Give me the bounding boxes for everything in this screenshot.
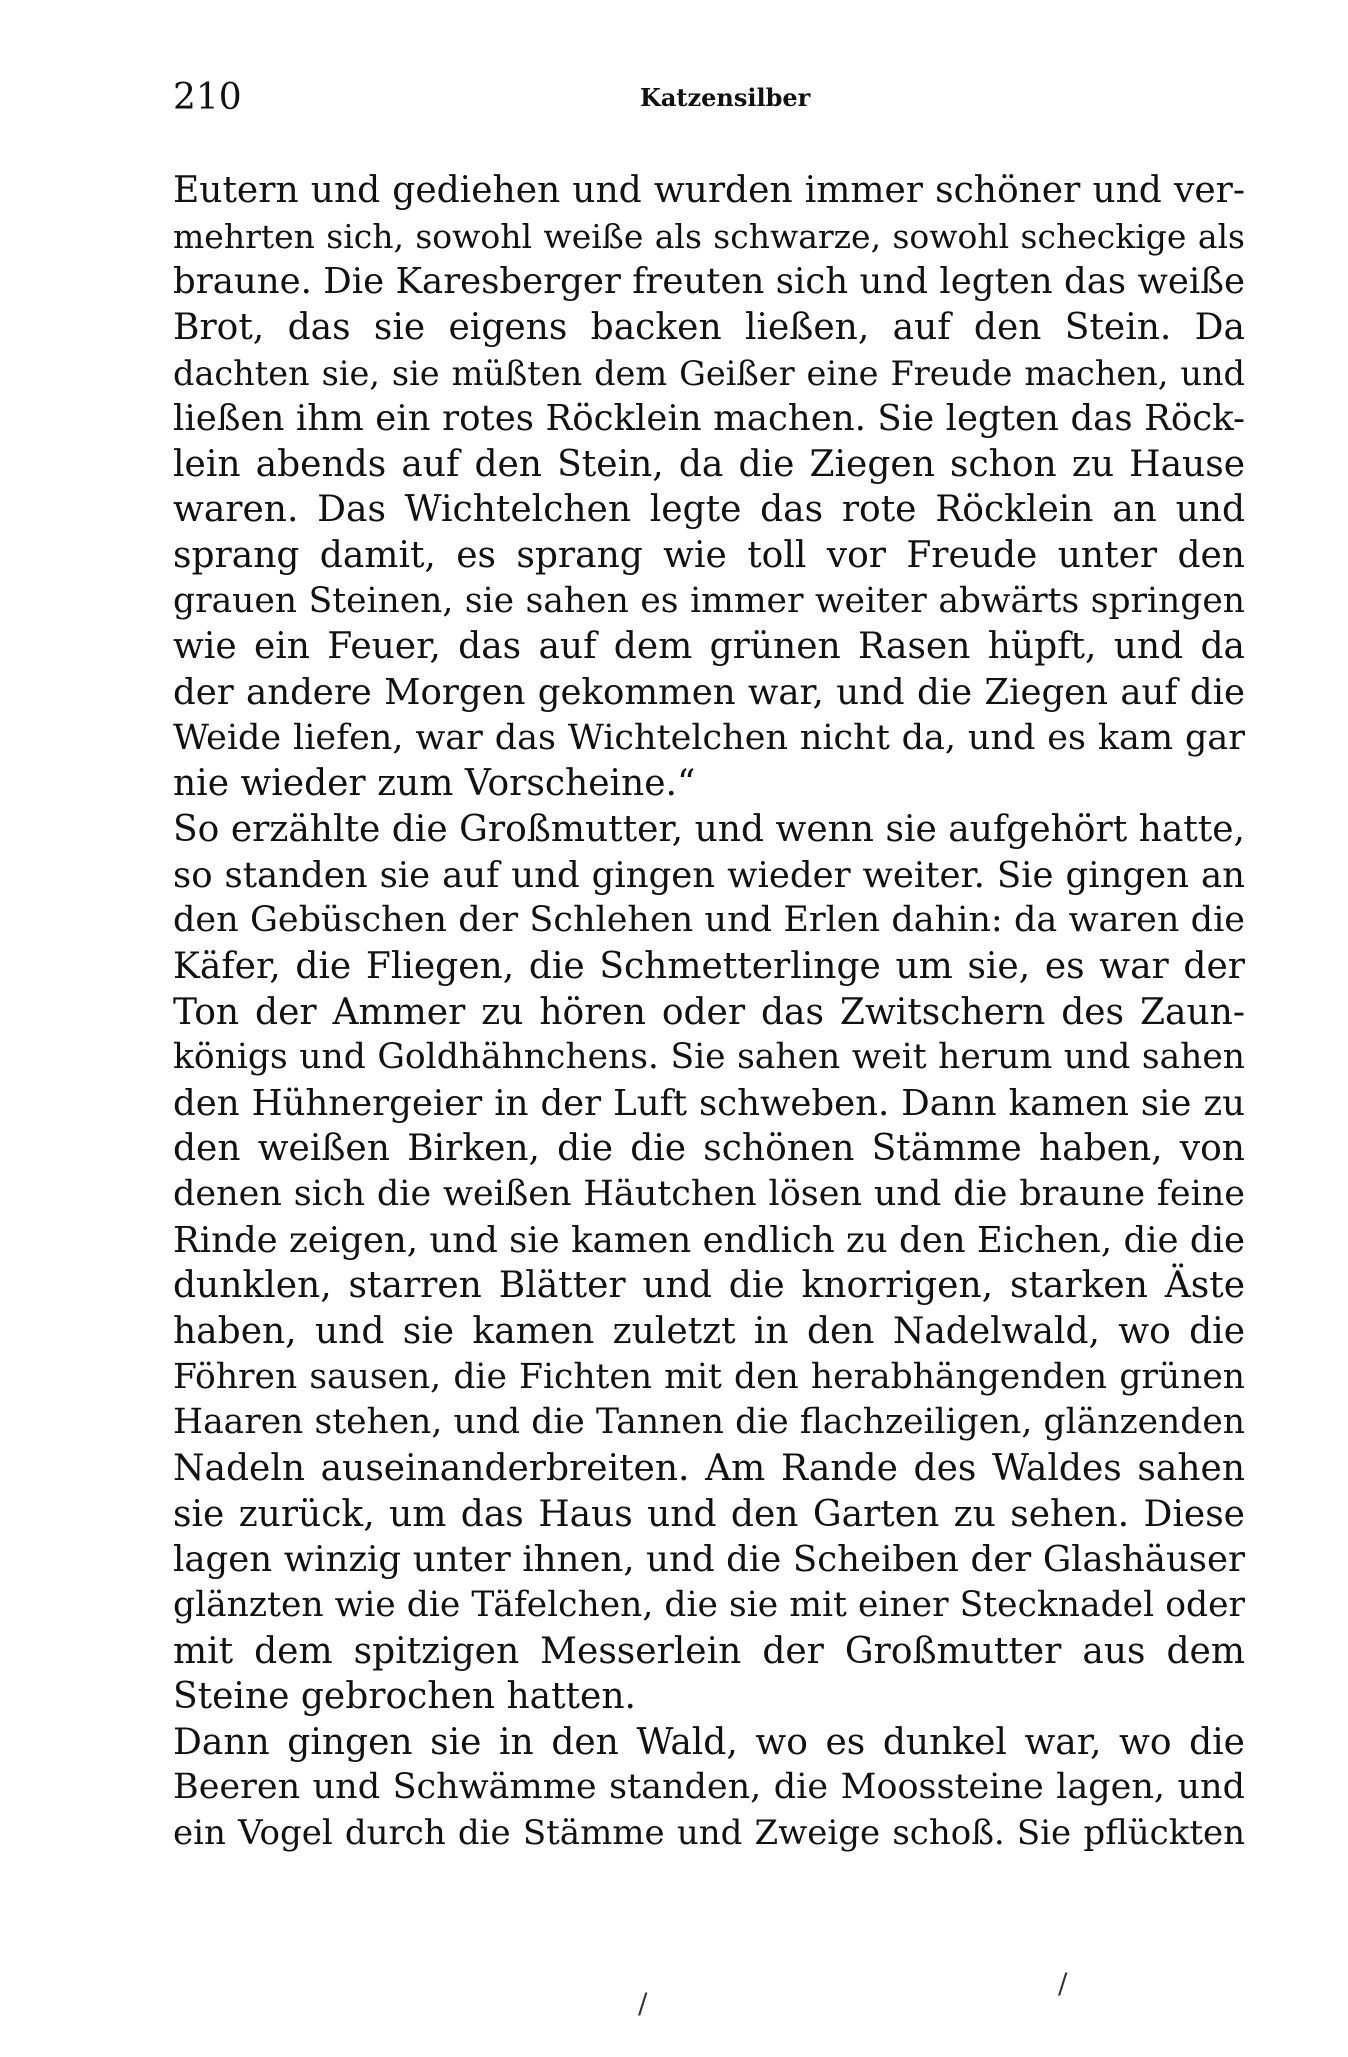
text-line: grauen Steinen, sie sahen es immer weiter abwärts springen: [173, 580, 1245, 621]
stray-mark: /: [638, 1987, 648, 2020]
text-line: Brot, das sie eigens backen ließen, auf den Stein. Da: [173, 306, 1245, 348]
text-line: Ton der Ammer zu hören oder das Zwitschern des Zaun-: [173, 991, 1245, 1033]
text-line: Nadeln auseinanderbreiten. Am Rande des Waldes sahen: [173, 1447, 1245, 1489]
body-text: [173, 168, 1245, 1857]
text-line: so standen sie auf und gingen wieder weiter. Sie gingen an: [173, 854, 1245, 896]
text-line: Föhren sausen, die Fichten mit den herabhängenden grünen: [173, 1356, 1245, 1397]
text-line: waren. Das Wichtelchen legte das rote Röcklein an und: [173, 489, 1245, 531]
text-line: den Gebüschen der Schlehen und Erlen dahin: da waren die: [173, 900, 1245, 941]
text-line: ein Vogel durch die Stämme und Zweige schoß. Sie pflückten: [173, 1813, 1245, 1854]
stray-mark: /: [1058, 1967, 1068, 2000]
text-line: ließen ihm ein rotes Röcklein machen. Sie legten das Röck-: [173, 398, 1245, 440]
text-line: dunklen, starren Blätter und die knorrigen, starken Äste: [173, 1265, 1245, 1307]
text-line: Rinde zeigen, und sie kamen endlich zu den Eichen, die die: [173, 1219, 1245, 1261]
text-line: mehrten sich, sowohl weiße als schwarze, sowohl scheckige als: [173, 216, 1245, 256]
text-line: So erzählte die Großmutter, und wenn sie aufgehört hatte,: [173, 808, 1245, 850]
text-line: Dann gingen sie in den Wald, wo es dunkel war, wo die: [173, 1721, 1245, 1763]
text-line: der andere Morgen gekommen war, und die Ziegen auf die: [173, 672, 1245, 714]
page-number: 210: [173, 77, 242, 118]
text-line: denen sich die weißen Häutchen lösen und die braune feine: [173, 1174, 1245, 1215]
text-line: dachten sie, sie müßten dem Geißer eine Freude machen, und: [173, 353, 1245, 393]
text-line: lein abends auf den Stein, da die Ziegen schon zu Hause: [173, 443, 1245, 485]
text-line: den Hühnergeier in der Luft schweben. Dann kamen sie zu: [173, 1082, 1245, 1124]
text-line: wie ein Feuer, das auf dem grünen Rasen hüpft, und da: [173, 626, 1245, 668]
running-head: Katzensilber: [640, 83, 811, 112]
text-line: nie wieder zum Vorscheine.“: [173, 763, 696, 805]
text-line: haben, und sie kamen zuletzt in den Nadelwald, wo die: [173, 1311, 1245, 1353]
text-line: Eutern und gediehen und wurden immer schöner und ver-: [173, 170, 1245, 211]
text-line: Käfer, die Fliegen, die Schmetterlinge um sie, es war der: [173, 945, 1245, 987]
text-line: glänzten wie die Täfelchen, die sie mit einer Stecknadel oder: [173, 1584, 1245, 1625]
text-line: königs und Goldhähnchens. Sie sahen weit herum und sahen: [173, 1037, 1245, 1078]
text-line: Steine gebrochen hatten.: [173, 1676, 636, 1718]
text-line: Weide liefen, war das Wichtelchen nicht da, und es kam gar: [173, 717, 1245, 758]
text-line: mit dem spitzigen Messerlein der Großmutter aus dem: [173, 1630, 1245, 1672]
text-line: braune. Die Karesberger freuten sich und legten das weiße: [173, 261, 1245, 303]
text-line: Beeren und Schwämme standen, die Moossteine lagen, und: [173, 1767, 1245, 1808]
text-line: Haaren stehen, und die Tannen die flachzeiligen, glänzenden: [173, 1402, 1245, 1443]
text-line: den weißen Birken, die die schönen Stämme haben, von: [173, 1128, 1245, 1170]
text-line: sie zurück, um das Haus und den Garten zu sehen. Diese: [173, 1493, 1245, 1535]
text-line: sprang damit, es sprang wie toll vor Freude unter den: [173, 535, 1245, 577]
text-line: lagen winzig unter ihnen, und die Scheiben der Glashäuser: [173, 1539, 1245, 1581]
